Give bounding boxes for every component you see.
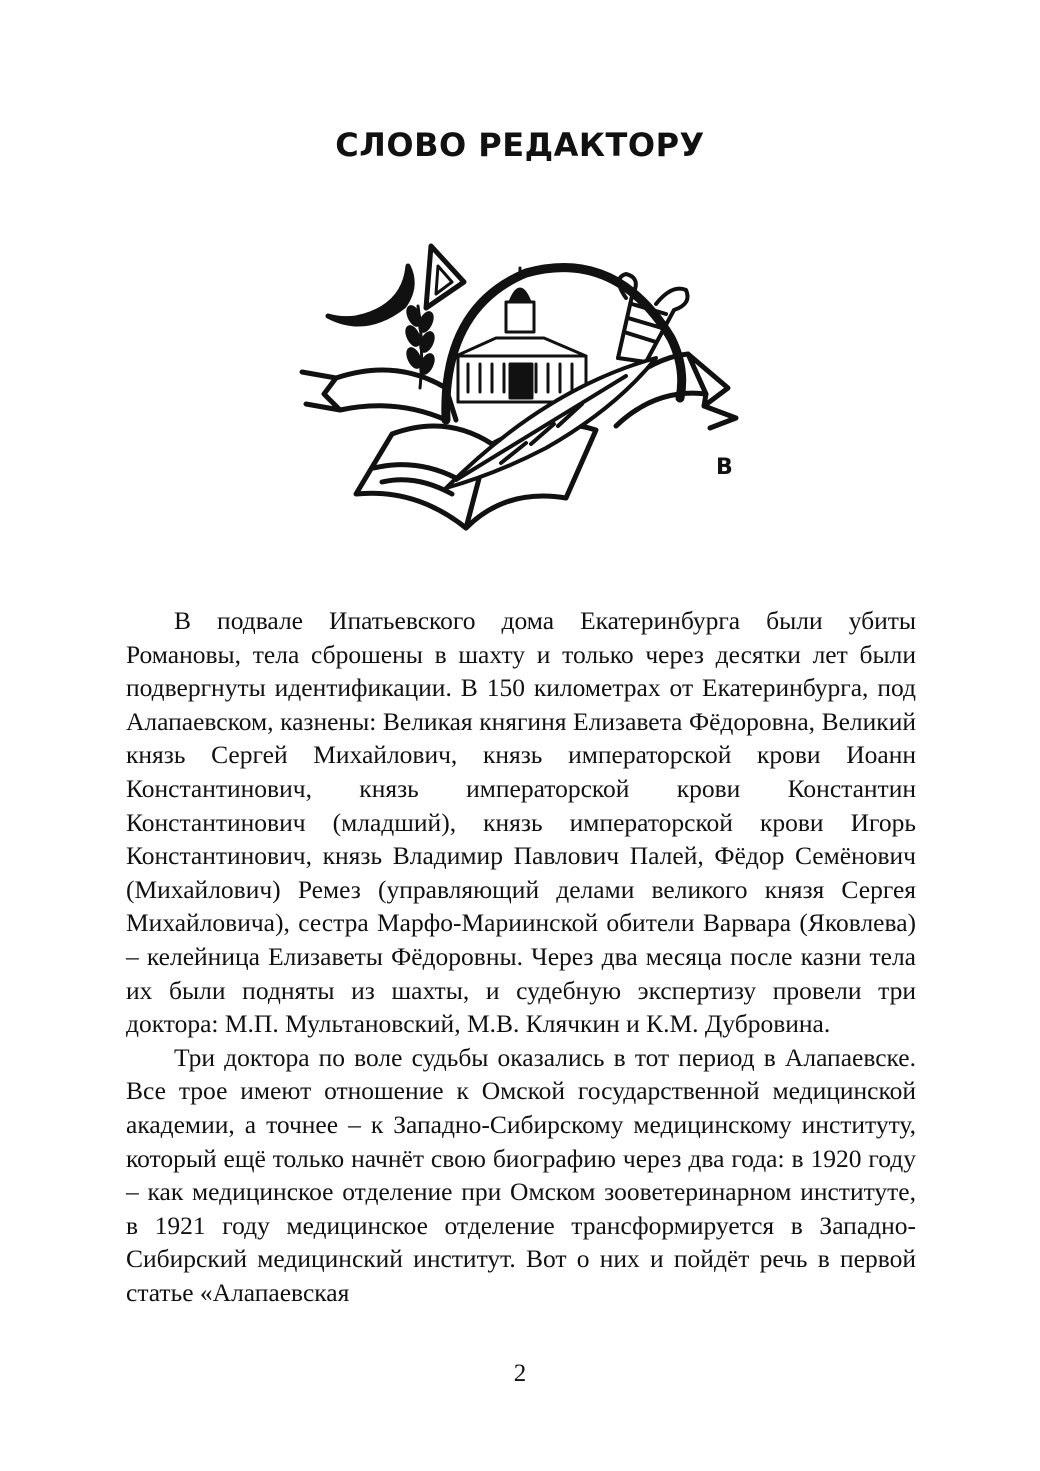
paragraph: Три доктора по воле судьбы оказались в тот период в Алапаевске. Все трое имеют отношение к Омской государственной медицинской академии, а точнее – к Западно-Сибирскому медицинскому институту, который ещё только начнёт свою биографию через два года: в 1920 году – как медицинское отделение при Омском зооветеринарном институте, в 1921 году медицинское отделение трансформируется в Западно-Сибирский медицинский институт. Вот о них и пойдёт речь в первой статье «Алапаевская: [126, 1042, 916, 1307]
page-title: СЛОВО РЕДАКТОРУ: [335, 126, 705, 164]
editorial-emblem: [296, 238, 756, 538]
building-icon: [456, 268, 586, 402]
artist-signature: В: [716, 455, 733, 480]
quill-icon: [446, 358, 656, 488]
article-body: [126, 604, 916, 1309]
crescent-moon-icon: [328, 266, 412, 324]
paragraph: В подвале Ипатьевского дома Екатеринбурга были убиты Романовы, тела сброшены в шахту и только через десятки лет были подвергнуты идентификации. В 150 километрах от Екатеринбурга, под Алапаевском, казнены: Великая княгиня Елизавета Фёдоровна, Великий князь Сергей Михайлович, князь императорской крови Иоанн Константинович, князь императорской крови Константин Константинович (младший), князь императорской крови Игорь Константинович, князь Владимир Павлович Палей, Фёдор Семёнович (Михайлович) Ремез (управляющий делами великого князя Сергея Михайловича), сестра Марфо-Мариинской обители Варвара (Яковлева) – келейница Елизаветы Фёдоровны. Через два месяца после казни тела их были подняты из шахты, и судебную экспертизу провели три доктора: М.П. Мультановский, М.В. Клячкин и К.М. Дубровина.: [126, 606, 916, 1039]
triangle-icon: [426, 246, 464, 308]
page-number: 2: [513, 1360, 527, 1387]
